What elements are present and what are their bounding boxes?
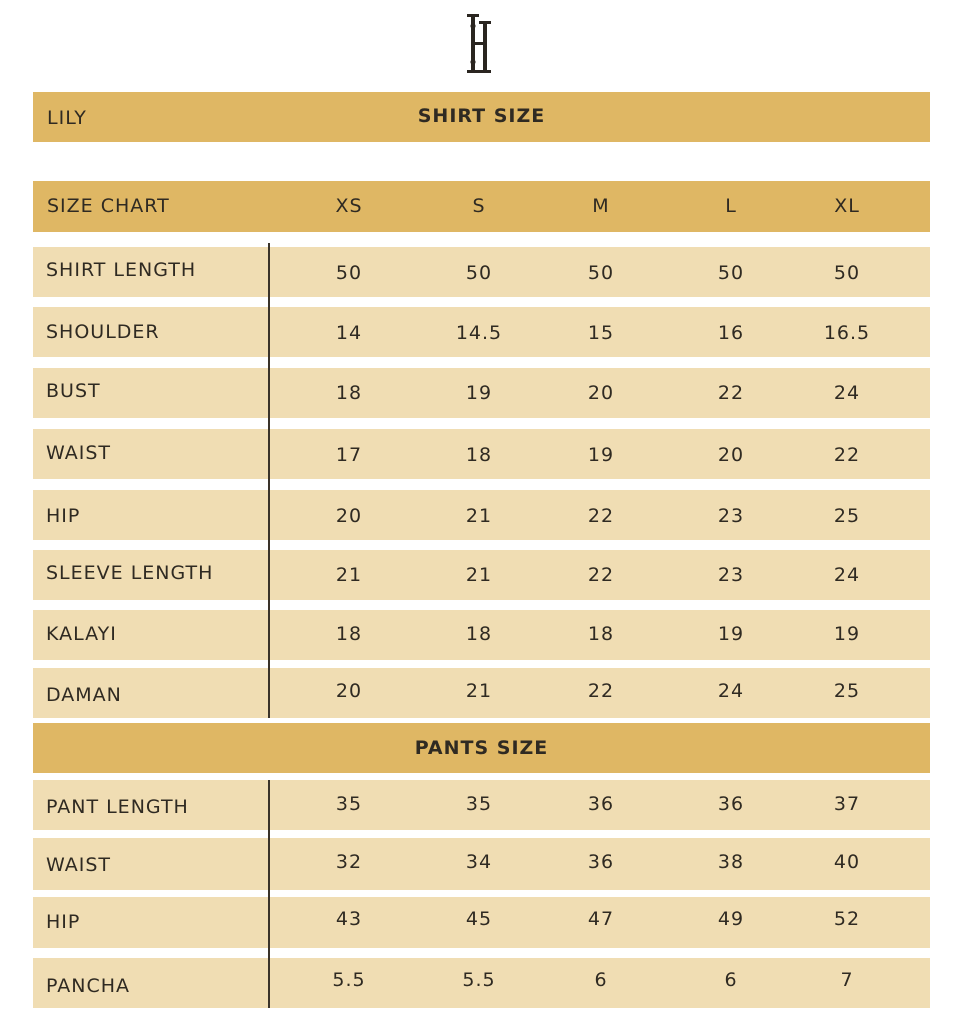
size-header-xl: XL	[834, 195, 860, 217]
row-label: SLEEVE LENGTH	[46, 562, 214, 584]
cell-xs: 35	[335, 793, 363, 815]
cell-m: 22	[587, 680, 615, 702]
table-row	[33, 610, 930, 660]
row-label: SHOULDER	[46, 321, 160, 343]
product-name: LILY	[47, 107, 87, 129]
cell-m: 22	[587, 564, 615, 586]
table-row	[33, 668, 930, 718]
cell-xs: 21	[335, 564, 363, 586]
cell-l: 22	[717, 382, 745, 404]
cell-m: 18	[587, 623, 615, 645]
cell-xs: 18	[335, 623, 363, 645]
table-row	[33, 429, 930, 479]
cell-s: 35	[465, 793, 493, 815]
table-row	[33, 368, 930, 418]
cell-xs: 17	[335, 444, 363, 466]
cell-l: 6	[724, 969, 738, 991]
cell-m: 22	[587, 505, 615, 527]
cell-xl: 25	[833, 505, 861, 527]
cell-l: 20	[717, 444, 745, 466]
cell-m: 19	[587, 444, 615, 466]
table-row	[33, 897, 930, 948]
table-row	[33, 550, 930, 600]
size-chart-label: SIZE CHART	[47, 195, 170, 217]
row-label: PANT LENGTH	[46, 796, 189, 818]
row-label: WAIST	[46, 854, 112, 876]
row-label: KALAYI	[46, 623, 117, 645]
cell-xl: 24	[833, 564, 861, 586]
cell-s: 5.5	[462, 969, 496, 991]
cell-m: 50	[587, 262, 615, 284]
size-header-xs: XS	[335, 195, 363, 217]
cell-xl: 24	[833, 382, 861, 404]
row-label: SHIRT LENGTH	[46, 259, 197, 281]
cell-s: 21	[465, 680, 493, 702]
cell-xs: 5.5	[332, 969, 366, 991]
cell-s: 18	[465, 623, 493, 645]
cell-xl: 37	[833, 793, 861, 815]
cell-xs: 43	[335, 908, 363, 930]
cell-l: 49	[717, 908, 745, 930]
cell-xl: 52	[833, 908, 861, 930]
cell-s: 21	[465, 505, 493, 527]
row-label: DAMAN	[46, 684, 122, 706]
size-header-m: M	[592, 195, 610, 217]
cell-s: 45	[465, 908, 493, 930]
cell-xs: 14	[335, 322, 363, 344]
row-label: BUST	[46, 380, 101, 402]
pants-size-title: PANTS SIZE	[414, 737, 549, 759]
size-chart-header	[33, 181, 930, 232]
cell-xl: 40	[833, 851, 861, 873]
cell-m: 36	[587, 851, 615, 873]
cell-l: 38	[717, 851, 745, 873]
cell-xl: 16.5	[823, 322, 871, 344]
cell-m: 36	[587, 793, 615, 815]
size-header-l: L	[725, 195, 737, 217]
cell-m: 20	[587, 382, 615, 404]
table-row	[33, 780, 930, 830]
cell-l: 50	[717, 262, 745, 284]
cell-xl: 22	[833, 444, 861, 466]
cell-s: 34	[465, 851, 493, 873]
row-label: HIP	[46, 505, 81, 527]
cell-m: 47	[587, 908, 615, 930]
cell-s: 50	[465, 262, 493, 284]
cell-m: 15	[587, 322, 615, 344]
cell-l: 36	[717, 793, 745, 815]
cell-xl: 25	[833, 680, 861, 702]
table-row	[33, 247, 930, 297]
cell-xl: 19	[833, 623, 861, 645]
cell-s: 18	[465, 444, 493, 466]
size-header-s: S	[472, 195, 486, 217]
row-label: HIP	[46, 911, 81, 933]
cell-l: 19	[717, 623, 745, 645]
shirt-size-title-band	[33, 92, 930, 142]
row-label: WAIST	[46, 442, 112, 464]
cell-xs: 18	[335, 382, 363, 404]
cell-xs: 20	[335, 505, 363, 527]
cell-s: 14.5	[455, 322, 503, 344]
pants-size-title-band	[33, 723, 930, 773]
table-row	[33, 490, 930, 540]
cell-l: 23	[717, 564, 745, 586]
row-label: PANCHA	[46, 975, 131, 997]
cell-xs: 32	[335, 851, 363, 873]
column-divider	[268, 243, 270, 718]
cell-l: 16	[717, 322, 745, 344]
cell-xl: 7	[840, 969, 854, 991]
shirt-size-title: SHIRT SIZE	[417, 105, 546, 127]
cell-xs: 20	[335, 680, 363, 702]
h-monogram-logo	[462, 12, 498, 76]
cell-s: 21	[465, 564, 493, 586]
table-row	[33, 838, 930, 890]
table-row	[33, 307, 930, 357]
table-row	[33, 958, 930, 1008]
cell-m: 6	[594, 969, 608, 991]
cell-xs: 50	[335, 262, 363, 284]
cell-l: 24	[717, 680, 745, 702]
cell-l: 23	[717, 505, 745, 527]
column-divider	[268, 780, 270, 1008]
cell-s: 19	[465, 382, 493, 404]
cell-xl: 50	[833, 262, 861, 284]
